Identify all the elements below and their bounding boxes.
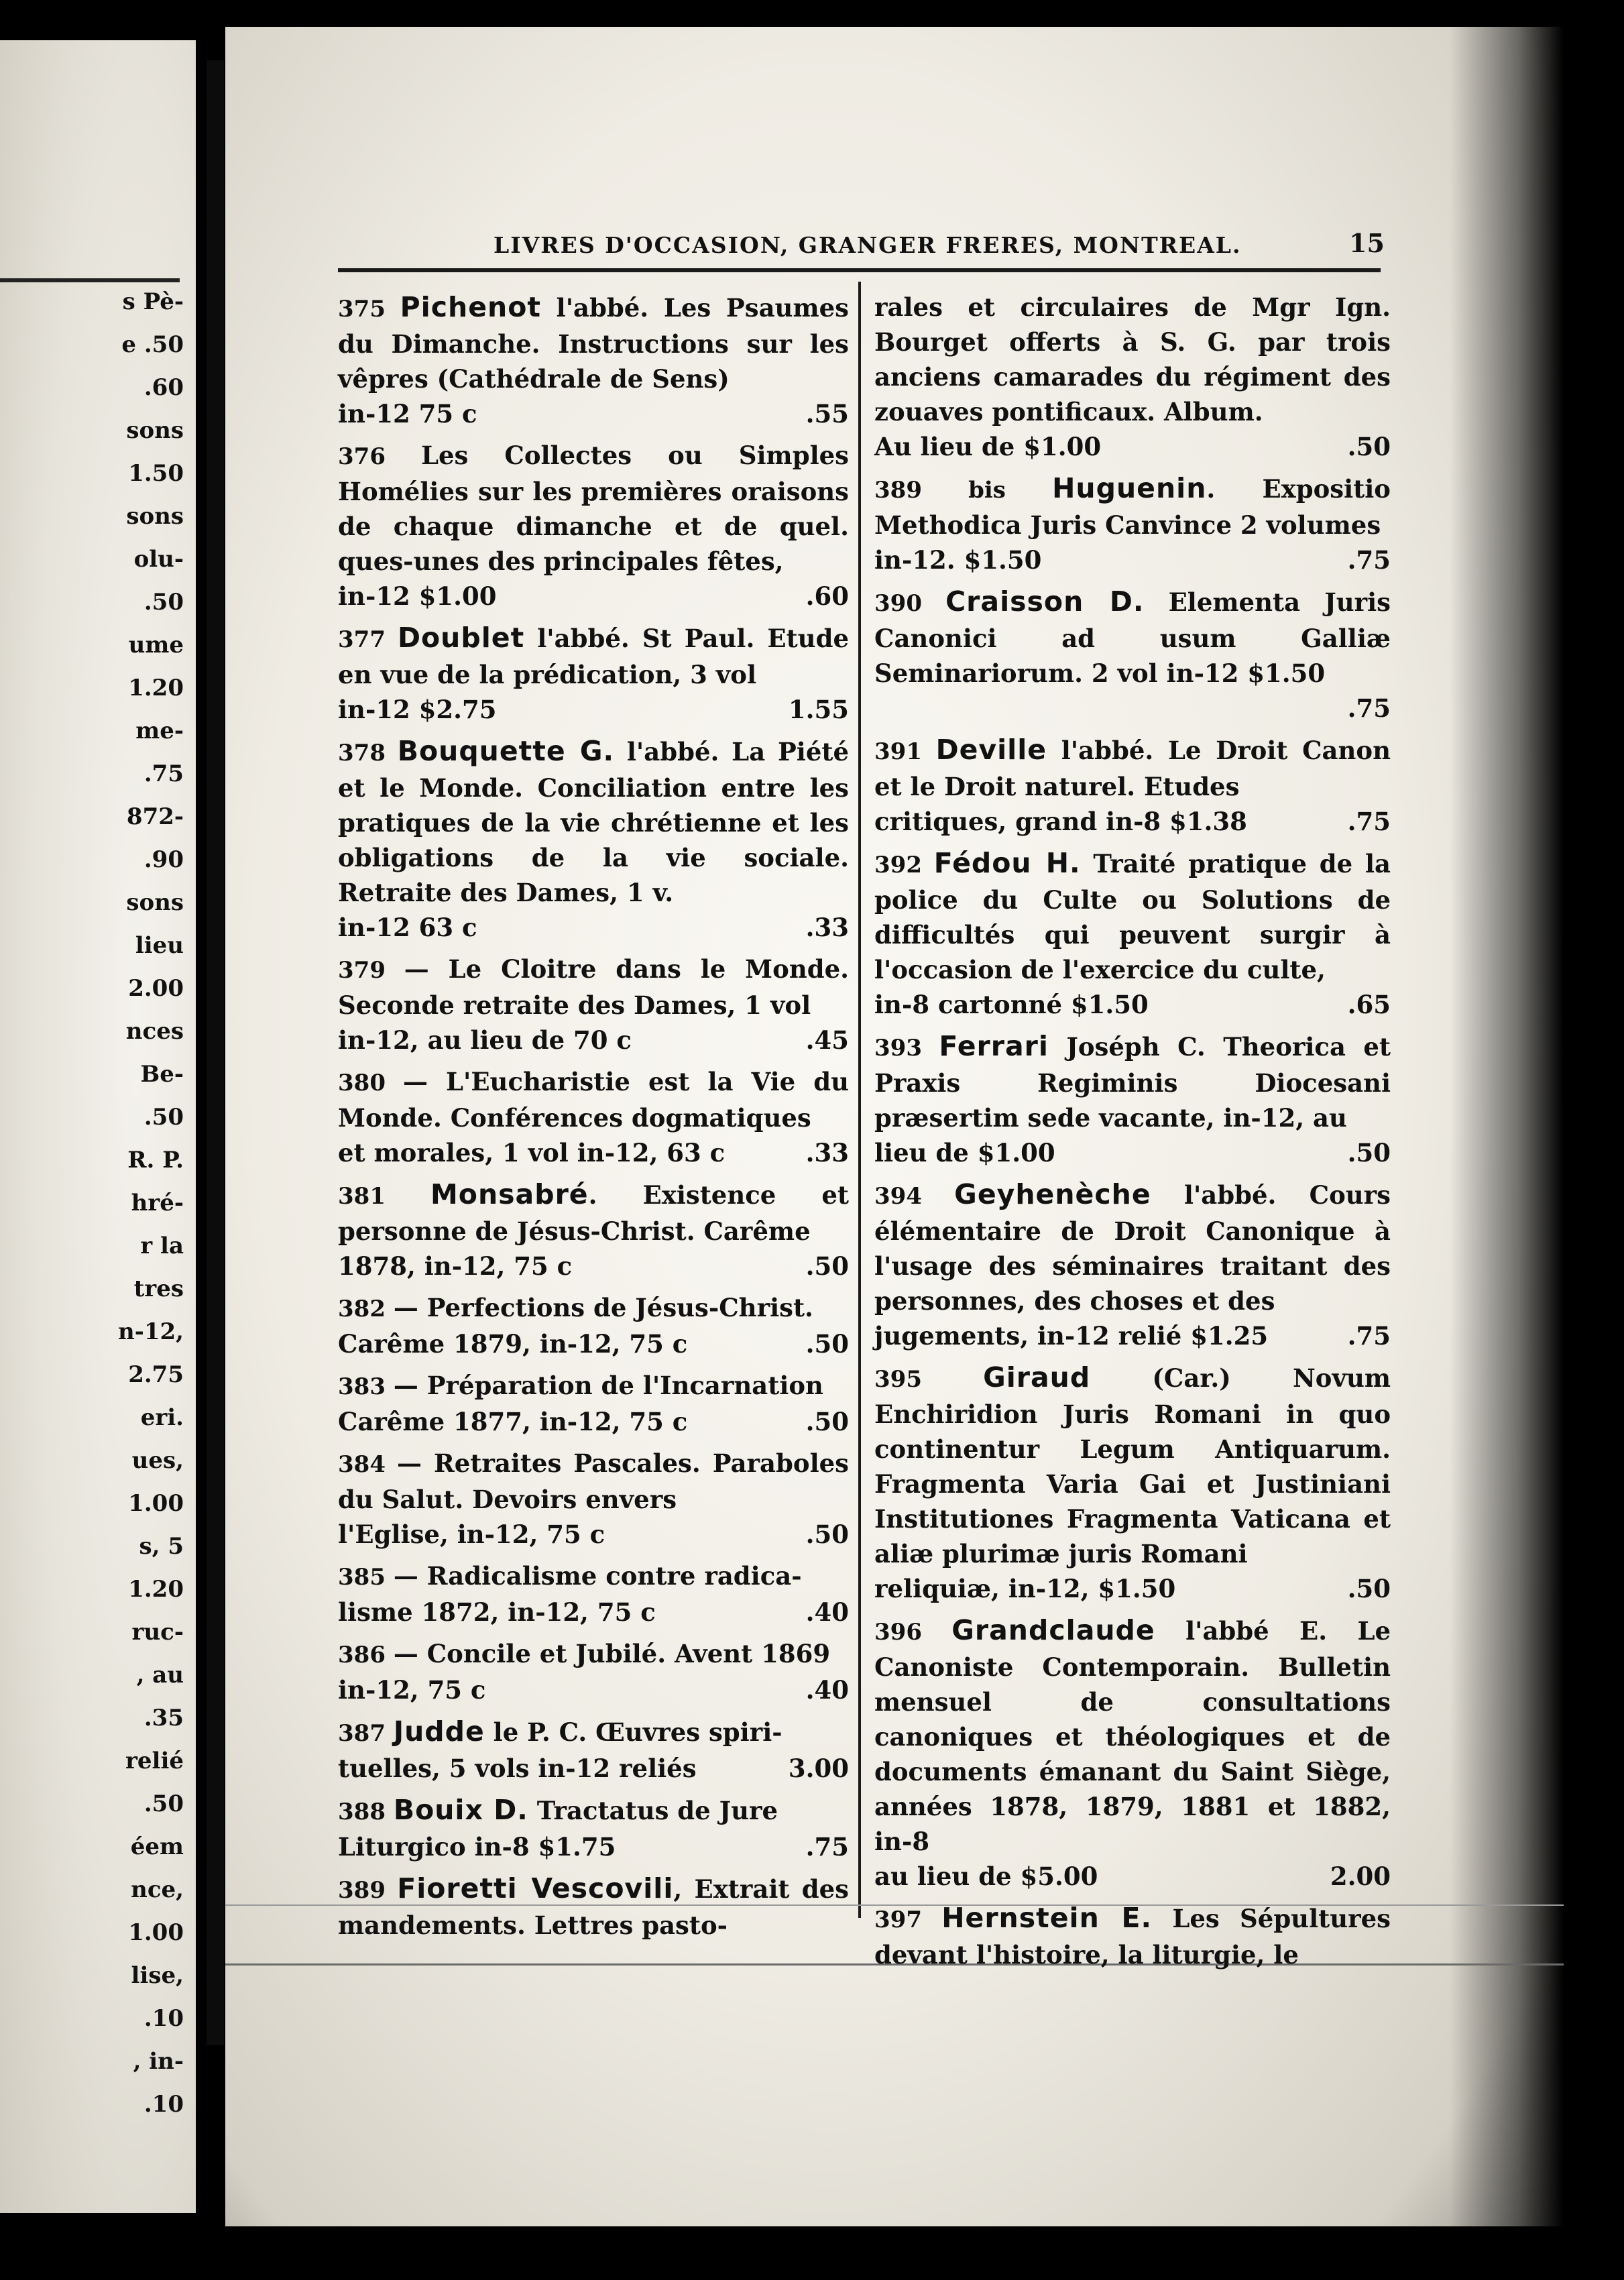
facing-page-fragment [0,40,196,2213]
entry-description: — Concile et Jubilé. Avent 1869 [393,1639,831,1668]
catalog-entry [338,438,849,614]
entry-format: tuelles, 5 vols in-12 reliés [338,1754,697,1783]
entry-spacing [338,1058,849,1064]
catalog-entry [338,1177,849,1284]
entry-price-line [874,691,1391,726]
entry-description: . Existence et personne de Jésus-Christ. Carême [338,1180,849,1246]
facing-page-fragment-line: .90 [143,846,184,873]
entry-price: .75 [1347,807,1391,836]
facing-page-fragment-line: e .50 [121,331,184,358]
entry-description: l'abbé. St Paul. Etude en vue de la prédication, 3 vol [338,624,849,689]
facing-page-fragment-line: .10 [143,2091,184,2118]
entry-spacing [338,1170,849,1177]
entry-price-line [338,1751,849,1786]
entry-body [338,1290,849,1326]
facing-page-fragment-line: olu- [133,546,184,573]
page-number: 15 [1349,228,1385,258]
entry-price-line [874,804,1391,839]
entry-body [338,438,849,579]
entry-body [874,732,1391,804]
facing-page-fragment-line: hré- [131,1190,184,1216]
entry-format: lieu de $1.00 [874,1138,1055,1167]
entry-price: 1.55 [788,695,849,724]
entry-price-line [338,1023,849,1058]
entry-price-line [338,1135,849,1170]
facing-page-fragment-line: , in- [133,2048,184,2075]
entry-spacing [338,1630,849,1636]
facing-page-fragment-line: s Pè- [122,288,184,315]
entry-number: 378 [338,740,398,766]
facing-page-fragment-line: relié [125,1748,184,1774]
entry-format: Carême 1877, in-12, 75 c [338,1407,688,1436]
entry-price-line [874,1859,1391,1894]
entry-description: — Perfections de Jésus-Christ. [393,1293,813,1322]
facing-page-fragment-line: ues, [131,1447,184,1474]
entry-format: l'Eglise, in-12, 75 c [338,1520,605,1549]
entry-description: l'abbé. Cours élémentaire de Droit Canonique à l'usage des séminaires traitant des personnes, des choses et des [874,1180,1391,1316]
entry-price-line [874,543,1391,577]
entry-number: 388 [338,1799,394,1825]
entry-body [338,1636,849,1672]
entry-spacing [338,1439,849,1446]
entry-price-line [338,1672,849,1707]
facing-page-fragment-line: ume [128,632,184,659]
facing-page-fragment-line: 1.50 [128,460,184,487]
entry-author: Geyhenèche [954,1178,1151,1210]
entry-author: Bouix D. [393,1794,528,1826]
entry-description: l'abbé E. Le Canoniste Contemporain. Bulletin mensuel de consultations canoniques et théologiques et de documents émanant du Saint Siège, années 1878, 1879, 1881 et 1882, in-8 [874,1616,1391,1856]
entry-price-line [338,396,849,431]
entry-spacing [338,1284,849,1290]
entry-spacing [874,1022,1391,1029]
entry-price: .50 [1347,1138,1391,1167]
entry-author: Deville [935,734,1047,766]
facing-page-fragment-line: 1.00 [128,1919,184,1946]
facing-page-fragment-line: s, 5 [139,1533,184,1560]
entry-price: .50 [805,1407,849,1436]
facing-page-fragment-line: , au [136,1662,184,1689]
facing-page-fragment-line: 1.20 [128,675,184,701]
entry-spacing [338,614,849,620]
entry-spacing [874,1606,1391,1613]
entry-description: l'abbé. Les Psaumes du Dimanche. Instructions sur les vêpres (Cathédrale de Sens) [338,293,849,394]
entry-format: jugements, in-12 relié $1.25 [874,1321,1269,1351]
entry-number: 396 [874,1619,952,1646]
catalog-entry [874,732,1391,839]
entry-price: .33 [805,913,849,942]
running-head: LIVRES D'OCCASION, GRANGER FRERES, MONTREAL. [494,232,1242,258]
facing-page-fragment-line: me- [135,718,184,744]
facing-page-fragment-line: .50 [143,1790,184,1817]
entry-body [874,471,1391,543]
facing-page-fragment-line: .50 [143,589,184,616]
entry-price: .75 [1347,545,1391,575]
entry-number: 379 [338,957,404,984]
entry-price: 2.00 [1330,1862,1391,1891]
facing-page-fragment-line: 872- [126,803,184,830]
entry-spacing [874,1170,1391,1177]
entry-number: 377 [338,626,398,653]
page-shadow-edge [1450,27,1564,2226]
entry-spacing [874,726,1391,732]
entry-format: in-8 cartonné $1.50 [874,990,1149,1019]
entry-spacing [874,464,1391,471]
facing-page-fragment-line: .35 [143,1705,184,1731]
entry-price: .75 [805,1832,849,1862]
entry-number: 393 [874,1035,939,1062]
entry-price-line [338,1326,849,1361]
entry-description: Les Collectes ou Simples Homélies sur les premières oraisons de chaque dimanche et de quel. ques-unes des principales fêtes, [338,441,849,576]
right-column [874,290,1391,1979]
facing-page-fragment-line: 2.75 [128,1361,184,1388]
catalog-entry [338,1792,849,1864]
entry-number: 386 [338,1642,394,1668]
entry-price: 3.00 [788,1754,849,1783]
entry-description: Traité pratique de la police du Culte ou Solutions de difficultés qui peuvent surgir à l'occasion de l'exercice du culte, [874,849,1391,984]
entry-body [874,1029,1391,1135]
entry-author: Fédou H. [933,847,1081,879]
facing-page-fragment-line: sons [126,889,184,916]
entry-description: — Retraites Pascales. Paraboles du Salut. Devoirs envers [338,1448,850,1514]
catalog-entry [338,1290,849,1361]
entry-author: Huguenin [1052,472,1207,504]
catalog-entry [874,290,1391,464]
entry-author: Grandclaude [951,1614,1155,1646]
facing-page-fragment-line: sons [126,417,184,444]
entry-description: , Extrait des mandements. Lettres pasto- [338,1874,850,1940]
entry-body [874,846,1391,987]
catalog-entry [874,471,1391,577]
catalog-entry [874,1029,1391,1170]
entry-price: .33 [805,1138,849,1167]
entry-price-line [338,692,849,727]
entry-author: Judde [393,1715,485,1748]
entry-body [338,1792,849,1829]
entry-author: Bouquette G. [397,735,615,767]
entry-spacing [874,1353,1391,1360]
entry-description: le P. C. Œuvres spiri- [493,1717,782,1747]
entry-number: 376 [338,443,421,470]
catalog-entry [338,1714,849,1786]
facing-page-fragment-line: r la [140,1233,184,1259]
entry-format: reliquiæ, in-12, $1.50 [874,1574,1176,1603]
entry-body [338,952,849,1023]
entry-price: .75 [1347,1321,1391,1351]
catalog-entry [874,1900,1391,1972]
entry-number: 385 [338,1564,394,1591]
entry-format: in-12 75 c [338,399,477,429]
entry-number: 391 [874,738,936,765]
entry-author: Hernstein E. [941,1902,1153,1934]
binding-gutter [207,60,224,2045]
entry-price: .65 [1347,990,1391,1019]
entry-price-line [874,1135,1391,1170]
entry-body [338,290,849,396]
entry-body [338,1558,849,1595]
catalog-entry [338,1636,849,1707]
facing-page-fragment-line: 1.20 [128,1576,184,1603]
entry-number: 395 [874,1366,984,1393]
entry-format: Au lieu de $1.00 [874,432,1102,461]
entry-spacing [338,727,849,734]
catalog-entry [338,1446,849,1552]
entry-number: 397 [874,1906,942,1933]
facing-page-fragment-line: .50 [143,1104,184,1131]
entry-price: .50 [1347,1574,1391,1603]
entry-format: au lieu de $5.00 [874,1862,1098,1891]
entry-description: — Radicalisme contre radica- [393,1561,802,1591]
entry-price: .50 [805,1329,849,1359]
facing-page-fragment-line: .60 [143,374,184,401]
entry-format: Carême 1879, in-12, 75 c [338,1329,688,1359]
entry-format: in-12 $2.75 [338,695,497,724]
entry-number: 375 [338,296,400,323]
entry-price: .50 [805,1251,849,1281]
facing-page-fragment-line: nce, [131,1876,184,1903]
catalog-entry [338,1558,849,1630]
entry-number: 384 [338,1451,397,1478]
entry-body [338,1446,849,1517]
facing-page-fragment-line: Be- [140,1061,184,1088]
entry-number: 387 [338,1720,394,1747]
entry-description: (Car.) Novum Enchiridion Juris Romani in quo continentur Legum Antiquarum. Fragmenta Varia Gai et Justiniani Institutiones Fragmenta Vaticana et aliæ plurimæ juris Romani [874,1363,1391,1569]
entry-description: — L'Eucharistie est la Vie du Monde. Conférences dogmatiques [338,1067,849,1133]
entry-description: — Le Cloitre dans le Monde. Seconde retraite des Dames, 1 vol [338,954,850,1020]
entry-price-line [338,1829,849,1864]
facing-page-fragment-line: eri. [140,1404,184,1431]
facing-page-fragment-line: 2.00 [128,975,184,1002]
entry-number: 389 [338,1877,398,1904]
facing-page-fragment-line: sons [126,503,184,530]
entry-price-line [338,1517,849,1552]
entry-price: .50 [805,1520,849,1549]
facing-page-fragment-line: nces [125,1018,184,1045]
entry-price-line [874,987,1391,1022]
entry-number: 390 [874,590,946,617]
entry-spacing [338,1361,849,1368]
entry-author: Monsabré [430,1178,589,1210]
entry-description: rales et circulaires de Mgr Ign. Bourget offerts à S. G. par trois anciens camarades du régiment des zouaves pontificaux. Album. [874,292,1391,426]
entry-spacing [874,577,1391,584]
entry-body [874,1360,1391,1571]
facing-page-fragment-line: 1.00 [128,1490,184,1517]
catalog-page [225,27,1564,2226]
entry-format: in-12 63 c [338,913,477,942]
entry-spacing [874,839,1391,846]
entry-price-line [338,1595,849,1630]
catalog-entry [874,1177,1391,1353]
catalog-entry [338,734,849,945]
catalog-entry [874,846,1391,1022]
catalog-entry [338,290,849,431]
entry-spacing [338,1786,849,1792]
catalog-entry [874,584,1391,726]
entry-description: Joséph C. Theorica et Praxis Regiminis Diocesani præsertim sede vacante, in-12, au [874,1032,1391,1133]
entry-price-line [874,1318,1391,1353]
entry-format: 1878, in-12, 75 c [338,1251,573,1281]
entry-price: .60 [805,581,849,611]
catalog-entry [874,1360,1391,1606]
catalog-entry [338,1064,849,1170]
entry-format: et morales, 1 vol in-12, 63 c [338,1138,726,1167]
entry-description: . Expositio Methodica Juris Canvince 2 volumes [874,474,1391,540]
entry-price-line [874,1571,1391,1606]
facing-page-rule [0,278,180,282]
entry-body [338,1064,849,1135]
entry-spacing [874,1894,1391,1900]
entry-description: l'abbé. Le Droit Canon et le Droit naturel. Etudes [874,736,1391,801]
catalog-entry [874,1613,1391,1894]
entry-body [338,620,849,692]
entry-spacing [874,1972,1391,1979]
catalog-entry [338,1368,849,1439]
entry-body [874,1900,1391,1972]
entry-description: Tractatus de Jure [536,1796,778,1825]
facing-page-fragment-line: .10 [143,2005,184,2032]
entry-format: lisme 1872, in-12, 75 c [338,1597,656,1627]
entry-price: .45 [805,1025,849,1055]
entry-author: Ferrari [939,1030,1049,1062]
entry-body [338,1368,849,1404]
entry-number: 380 [338,1070,403,1096]
entry-number: 389 bis [874,477,1053,504]
entry-format: in-12, 75 c [338,1675,486,1705]
facing-page-fragment-line: tres [133,1275,184,1302]
entry-body [338,734,849,910]
entry-price: .50 [1347,432,1391,461]
left-column [338,290,849,1949]
entry-body [874,1177,1391,1318]
entry-price: .55 [805,399,849,429]
entry-spacing [338,945,849,952]
entry-spacing [338,1943,849,1949]
facing-page-fragment-line: n-12, [118,1318,184,1345]
entry-spacing [338,431,849,438]
entry-body [338,1714,849,1751]
entry-body [874,1613,1391,1859]
entry-spacing [338,1707,849,1714]
facing-page-fragment-line: éem [130,1833,184,1860]
entry-number: 382 [338,1296,394,1322]
column-divider [858,282,861,1918]
entry-description: l'abbé. La Piété et le Monde. Conciliation entre les pratiques de la vie chrétienne et les obligations de la vie sociale. Retraite des Dames, 1 v. [338,737,849,907]
entry-author: Craisson D. [945,585,1145,618]
entry-price-line [338,910,849,945]
entry-body [874,290,1391,429]
entry-author: Pichenot [400,291,541,323]
entry-price-line [338,1249,849,1284]
entry-spacing [338,1864,849,1871]
entry-number: 394 [874,1183,955,1210]
facing-page-fragment-line: .75 [143,760,184,787]
catalog-entry [338,620,849,727]
entry-description: Les Sépultures devant l'histoire, la liturgie, le [874,1904,1391,1970]
entry-body [338,1871,849,1943]
entry-price-line [338,1404,849,1439]
entry-body [338,1177,849,1249]
entry-format: in-12 $1.00 [338,581,497,611]
entry-description: Elementa Juris Canonici ad usum Galliæ Seminariorum. 2 vol in-12 $1.50 [874,587,1391,688]
entry-number: 383 [338,1373,394,1400]
entry-format: critiques, grand in-8 $1.38 [874,807,1247,836]
entry-price: .40 [805,1675,849,1705]
facing-page-fragment-line: lieu [135,932,184,959]
entry-number: 392 [874,852,934,878]
facing-page-fragment-line: ruc- [131,1619,184,1646]
catalog-entry [338,1871,849,1943]
entry-format: in-12, au lieu de 70 c [338,1025,632,1055]
entry-author: Doublet [397,622,525,654]
entry-price-line [874,429,1391,464]
entry-author: Fioretti Vescovili [397,1872,674,1904]
entry-body [874,584,1391,691]
entry-price-line [338,579,849,614]
entry-description: — Préparation de l'Incarnation [393,1371,823,1400]
entry-price: .40 [805,1597,849,1627]
facing-page-fragment-line: R. P. [127,1147,184,1174]
entry-number: 381 [338,1183,430,1210]
header-rule [338,268,1381,272]
entry-author: Giraud [983,1361,1091,1393]
entry-spacing [338,1552,849,1558]
catalog-entry [338,952,849,1058]
facing-page-fragment-line: lise, [131,1962,184,1989]
entry-price: .75 [1347,693,1391,723]
entry-format: in-12. $1.50 [874,545,1042,575]
entry-format: Liturgico in-8 $1.75 [338,1832,616,1862]
